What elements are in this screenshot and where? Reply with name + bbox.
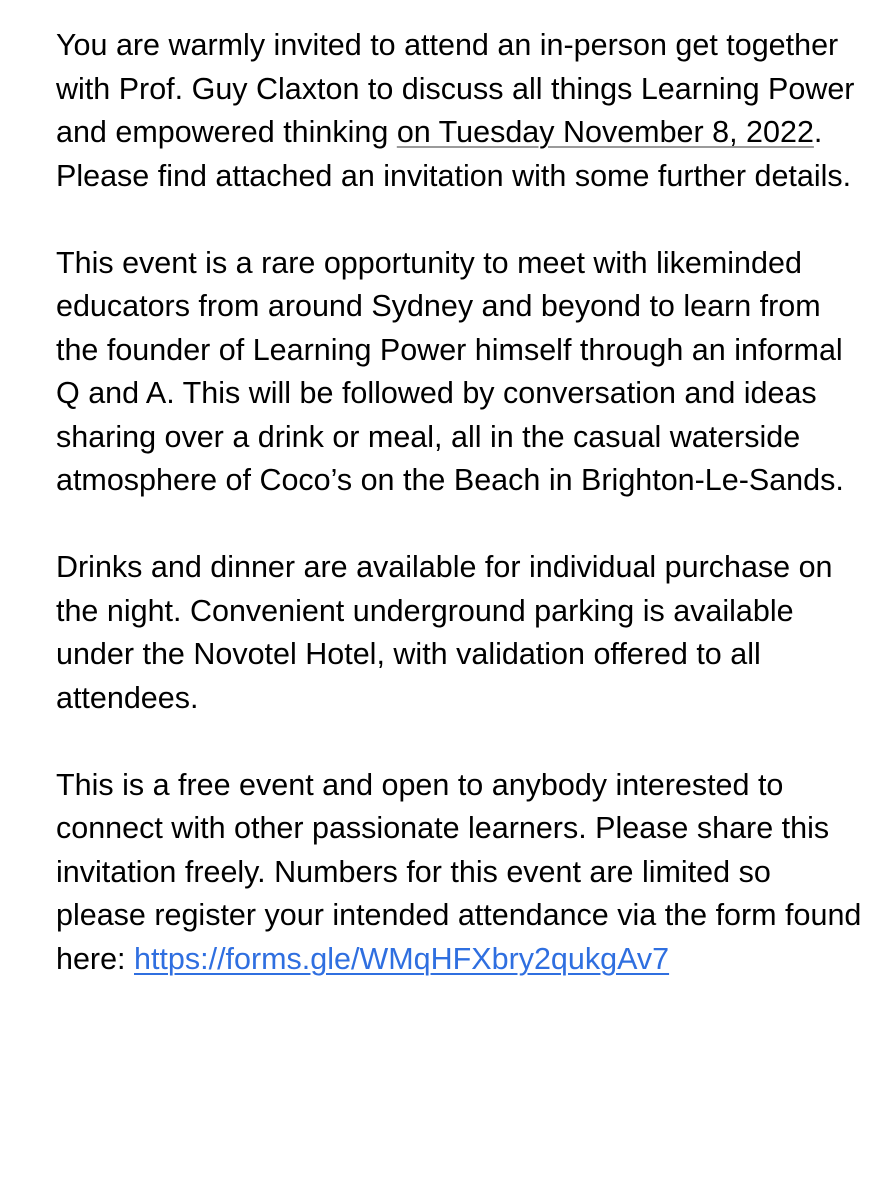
paragraph-event-details: This event is a rare opportunity to meet with likeminded educators from around Sydney and beyond to learn from the founder of Learning Power himself through an informal Q and A. This will be followed by conversation and ideas sharing over a drink or meal, all in the casual waterside atmosphere of Coco’s on the Beach in Brighton-Le-Sands. <box>56 245 844 497</box>
invitation-text-end: . Please find attached an invitation with some further details. <box>56 115 852 193</box>
paragraph-registration <box>56 764 866 982</box>
registration-text: This is a free event and open to anybody interested to connect with other passionate learners. Please share this invitation freely. Numbers for this event are limited so please register your intended attendance via the form found here: <box>56 767 862 976</box>
registration-form-link[interactable]: https://forms.gle/WMqHFXbry2qukgAv7 <box>134 941 670 976</box>
paragraph-invitation <box>56 24 866 198</box>
paragraph-logistics: Drinks and dinner are available for individual purchase on the night. Convenient underground parking is available under the Novotel Hotel, with validation offered to all attendees. <box>56 550 833 715</box>
invitation-text: You are warmly invited to attend an in-person get together with Prof. Guy Claxton to discuss all things Learning Power and empowered thinking <box>56 28 855 149</box>
event-date-link[interactable]: on Tuesday November 8, 2022 <box>396 115 814 149</box>
email-body <box>56 24 866 981</box>
